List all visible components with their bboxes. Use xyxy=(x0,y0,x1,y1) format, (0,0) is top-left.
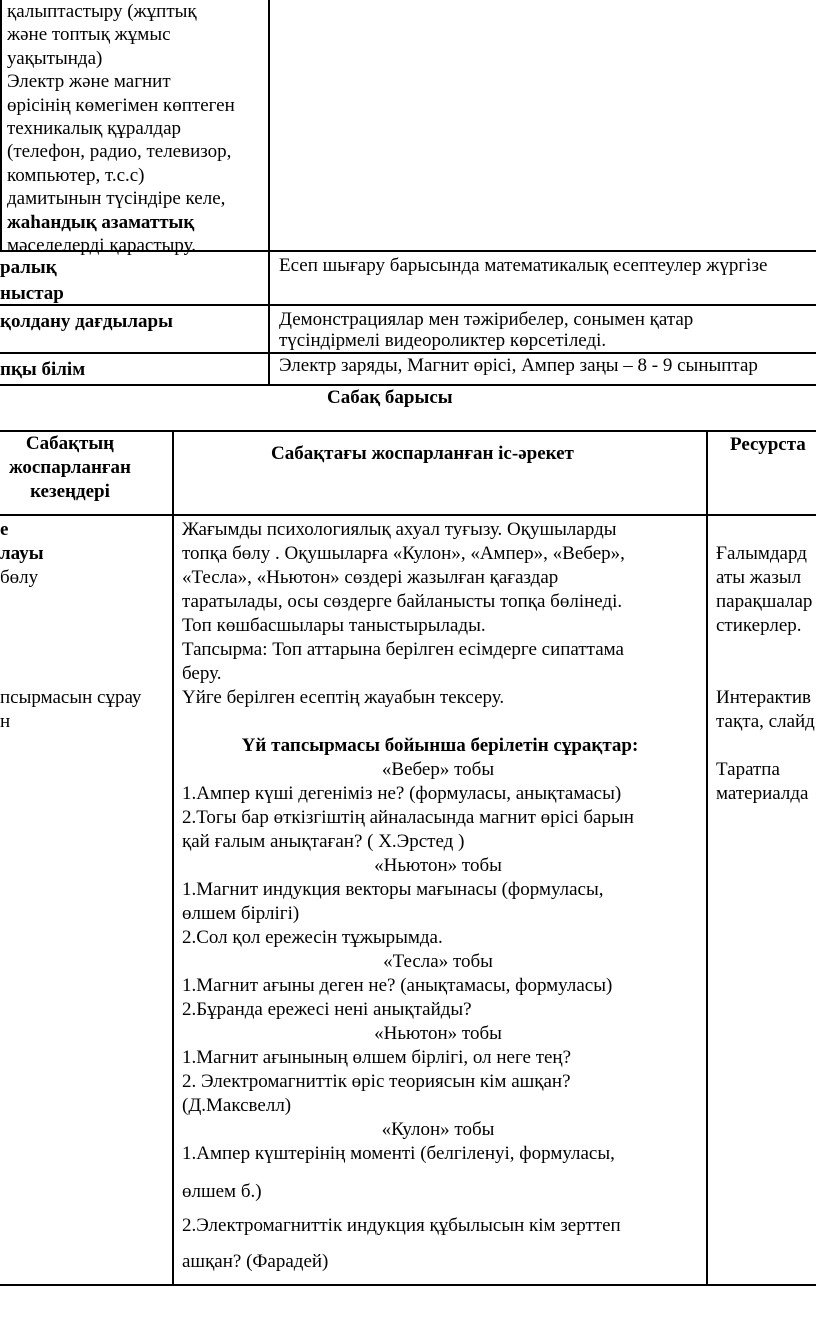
objective-line: (телефон, радио, телевизор, xyxy=(7,141,232,163)
header-activity: Сабақтағы жоспарланған іс-әрекет xyxy=(271,443,574,464)
header-stage-line: жоспарланған xyxy=(9,457,131,478)
resource-line: парақшалар xyxy=(716,591,813,612)
objective-bold-line: жаһандық азаматтық xyxy=(7,211,195,233)
lesson-table-vline-2 xyxy=(706,430,708,1286)
activity-line: Топ көшбасшылары таныстырылады. xyxy=(182,615,486,636)
objective-line: Электр және магнит xyxy=(7,71,171,93)
row-value-line: Электр заряды, Магнит өрісі, Ампер заңы – 8 - 9 сыныптар xyxy=(279,355,758,376)
group-name: «Ньютон» тобы xyxy=(374,855,502,876)
header-stage xyxy=(0,432,140,504)
questions-title: Үй тапсырмасы бойынша берілетін сұрақтар: xyxy=(241,735,639,756)
group-name: «Вебер» тобы xyxy=(381,759,495,780)
resource-line: Интерактив xyxy=(716,687,811,708)
objective-text xyxy=(7,0,235,257)
stage-line: е xyxy=(0,519,9,540)
resource-line: стикерлер. xyxy=(716,615,802,636)
lesson-table-hline-bottom xyxy=(0,1284,816,1286)
objective-line: техникалық құралдар xyxy=(7,118,182,140)
question-line: ашқан? (Фарадей) xyxy=(182,1251,329,1272)
question-line: өлшем бірлігі) xyxy=(182,903,300,924)
resources-group-3 xyxy=(716,758,808,806)
resources-group-2 xyxy=(716,686,815,734)
activity-line: Тапсырма: Топ аттарына берілген есімдерге сипаттама xyxy=(182,639,624,660)
header-stage-line: Сабақтың xyxy=(25,433,115,454)
objective-line: мәселелерді қарастыру. xyxy=(7,235,197,257)
objective-line: уақытында) xyxy=(7,47,103,69)
objective-line: өрісінің көмегімен көптеген xyxy=(7,94,235,116)
top-table-vline-left xyxy=(0,0,2,252)
question-line: 2.Тогы бар өткізгіштің айналасында магнит өрісі барын xyxy=(182,807,634,828)
group-name: «Тесла» тобы xyxy=(383,951,493,972)
question-line: 1.Магнит ағыны деген не? (анықтамасы, формуласы) xyxy=(182,975,613,996)
questions-block xyxy=(182,758,702,1166)
section-title: Сабақ барысы xyxy=(327,387,453,408)
row-label-line: қолдану дағдылары xyxy=(0,311,173,332)
row-label-line: пқы білім xyxy=(0,359,86,380)
activity-line: Үйге берілген есептің жауабын тексеру. xyxy=(182,687,505,708)
resource-line: материалда xyxy=(716,783,809,804)
resource-line: Ғалымдард xyxy=(716,543,807,564)
row-label-line: ныстар xyxy=(0,283,64,304)
question-line: 1.Ампер күші дегеніміз не? (формуласы, анықтамасы) xyxy=(182,783,622,804)
question-line: (Д.Максвелл) xyxy=(182,1095,292,1116)
activity-line: «Тесла», «Ньютон» сөздері жазылған қағаздар xyxy=(182,567,559,588)
resource-line: тақта, слайд xyxy=(716,711,815,732)
resource-line: Таратпа xyxy=(716,759,780,780)
lesson-table-hline-header xyxy=(0,514,816,516)
activity-line: топқа бөлу . Оқушыларға «Кулон», «Ампер», «Вебер», xyxy=(182,543,625,564)
activity-line: Жағымды психологиялық ахуал туғызу. Оқушыларды xyxy=(182,519,617,540)
question-line: қай ғалым анықтаған? ( Х.Эрстед ) xyxy=(182,831,465,852)
group-name: «Кулон» тобы xyxy=(381,1119,495,1140)
objective-line: компьютер, т.с.с) xyxy=(7,164,145,186)
question-line: 1.Ампер күштерінің моменті (белгіленуі, формуласы, xyxy=(182,1143,615,1164)
question-line: 2.Сол қол ережесін тұжырымда. xyxy=(182,927,443,948)
row-value-line: түсіндірмелі видеороликтер көрсетіледі. xyxy=(279,330,607,351)
objective-line: қалыптастыру (жұптық xyxy=(7,1,197,22)
resources-group-1 xyxy=(716,542,812,638)
group-name: «Ньютон» тобы xyxy=(374,1023,502,1044)
objective-line: және топтық жұмыс xyxy=(7,24,171,46)
header-stage-line: кезеңдері xyxy=(30,481,110,502)
row-label-line: ралық xyxy=(0,257,57,278)
stage-line: псырмасын сұрау xyxy=(0,687,142,708)
stage-column xyxy=(0,518,44,566)
question-line: 2.Бұранда ережесі нені анықтайды? xyxy=(182,999,472,1020)
stage-line: лауы xyxy=(0,543,44,564)
activity-line: беру. xyxy=(182,663,222,684)
stage-line: бөлу xyxy=(0,567,39,588)
top-table-hline-2 xyxy=(0,304,816,306)
objective-line: дамитынын түсіндіре келе, xyxy=(7,188,226,210)
resource-line: аты жазыл xyxy=(716,567,802,588)
top-table-vline-middle xyxy=(268,0,270,386)
row-value-line: Демонстрациялар мен тәжірибелер, сонымен қатар xyxy=(279,309,694,330)
header-resources: Ресурста xyxy=(730,434,806,455)
activity-intro xyxy=(182,518,625,710)
question-line: 2.Электромагниттік индукция құбылысын кім зерттеп xyxy=(182,1215,621,1236)
activity-line: таратылады, осы сөздерге байланысты топқа бөлінеді. xyxy=(182,591,623,612)
stage-line: н xyxy=(0,711,11,732)
row-value-line: Есеп шығару барысында математикалық есептеулер жүргізе xyxy=(279,255,768,276)
question-line: 2. Электромагниттік өріс теориясын кім ашқан? xyxy=(182,1071,571,1092)
question-line: өлшем б.) xyxy=(182,1181,262,1202)
question-line: 1.Магнит ағынының өлшем бірлігі, ол неге тең? xyxy=(182,1047,572,1068)
question-line: 1.Магнит индукция векторы мағынасы (формуласы, xyxy=(182,879,604,900)
